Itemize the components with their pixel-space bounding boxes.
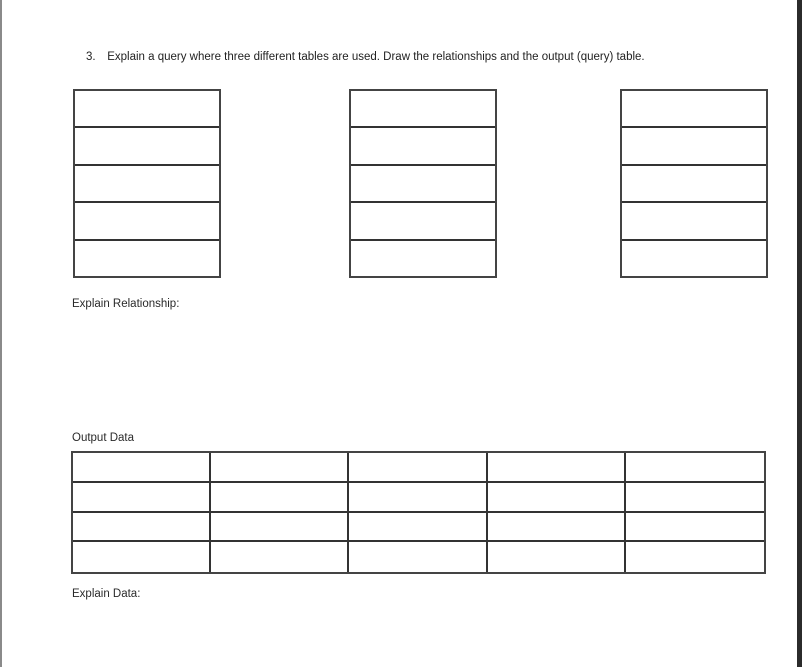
table-cell	[211, 483, 349, 513]
table-cell	[73, 513, 211, 543]
output-data-label: Output Data	[72, 432, 135, 444]
output-table	[71, 451, 766, 574]
table-cell	[349, 513, 487, 543]
table-row	[351, 203, 495, 240]
table-row	[351, 128, 495, 165]
table-cell	[626, 542, 764, 572]
explain-data-label: Explain Data:	[72, 588, 141, 600]
table-row	[622, 241, 766, 276]
table-cell	[626, 513, 764, 543]
table-row	[351, 91, 495, 128]
table-cell	[211, 542, 349, 572]
table-cell	[488, 483, 626, 513]
table-row	[351, 241, 495, 276]
table-cell	[73, 542, 211, 572]
table-cell	[488, 513, 626, 543]
table-cell	[73, 483, 211, 513]
table-row	[75, 128, 219, 165]
table-cell	[211, 513, 349, 543]
table-cell	[626, 453, 764, 483]
table-cell	[488, 542, 626, 572]
table-cell	[349, 483, 487, 513]
table-cell	[349, 453, 487, 483]
table-row	[75, 166, 219, 203]
source-table-3	[620, 89, 768, 278]
table-row	[75, 203, 219, 240]
question-number: 3.	[86, 51, 96, 63]
table-cell	[488, 453, 626, 483]
table-row	[622, 203, 766, 240]
table-row	[622, 91, 766, 128]
source-table-1	[73, 89, 221, 278]
table-row	[75, 241, 219, 276]
question-text: Explain a query where three different tables are used. Draw the relationships and the output (query) table.	[107, 51, 645, 63]
table-cell	[626, 483, 764, 513]
table-cell	[211, 453, 349, 483]
table-row	[351, 166, 495, 203]
table-row	[622, 166, 766, 203]
table-row	[622, 128, 766, 165]
table-cell	[73, 453, 211, 483]
window-edge	[797, 0, 802, 667]
source-table-2	[349, 89, 497, 278]
table-row	[75, 91, 219, 128]
table-cell	[349, 542, 487, 572]
explain-relationship-label: Explain Relationship:	[72, 298, 180, 310]
question-3	[86, 51, 645, 63]
